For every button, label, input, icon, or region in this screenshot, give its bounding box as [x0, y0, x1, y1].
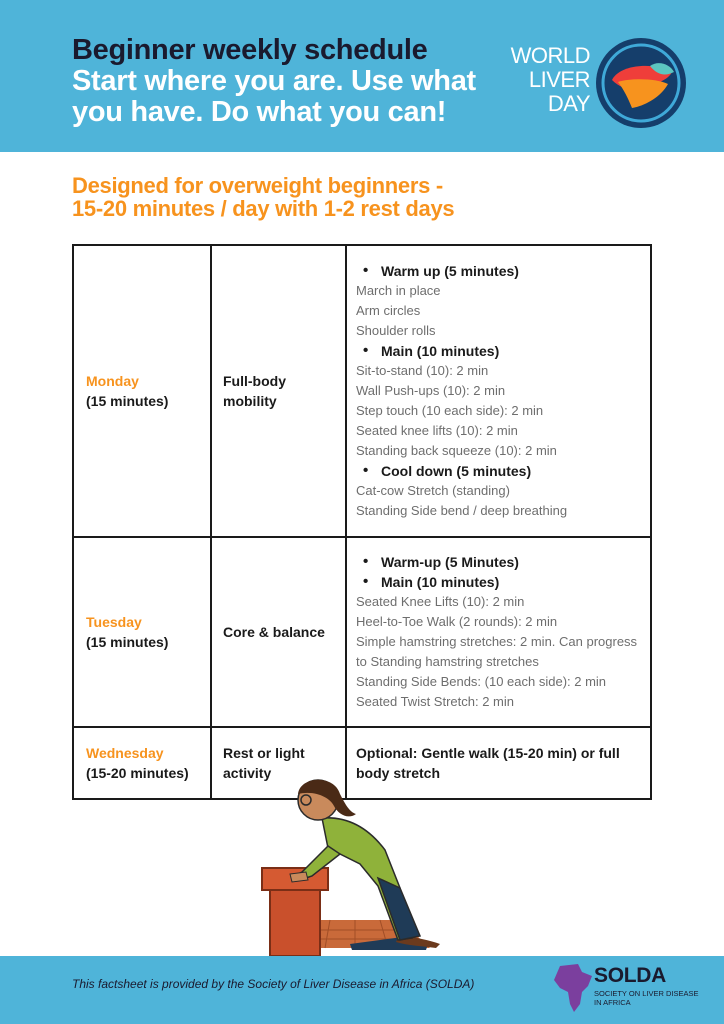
exercise-item: Wall Push-ups (10): 2 min	[356, 383, 506, 398]
detail-cell	[346, 245, 651, 537]
day-name: Monday	[86, 373, 139, 389]
africa-map-icon	[552, 962, 594, 1014]
exercise-item: Step touch (10 each side): 2 min	[356, 403, 544, 418]
section-heading: • Main (10 minutes)	[356, 341, 642, 361]
intro-line: Designed for overweight beginners -	[72, 173, 443, 198]
exercise-item: Standing back squeeze (10): 2 min	[356, 443, 557, 458]
exercise-item: Simple hamstring stretches: 2 min. Can progress to Standing hamstring stretches	[356, 634, 638, 669]
solda-logo-text: SOLDA	[594, 964, 667, 987]
exercise-item: March in place	[356, 283, 441, 298]
table-row	[73, 537, 651, 727]
focus-label: Core & balance	[223, 624, 325, 640]
woman-pushup-illustration	[250, 768, 450, 958]
focus-cell	[211, 537, 346, 727]
exercise-item: Standing Side Bends: (10 each side): 2 min	[356, 674, 607, 689]
section-heading: • Main (10 minutes)	[356, 572, 642, 592]
exercise-item: Seated knee lifts (10): 2 min	[356, 423, 518, 438]
section-heading: • Cool down (5 minutes)	[356, 461, 642, 481]
table-row	[73, 245, 651, 537]
wordmark-line: DAY	[547, 91, 590, 116]
liver-logo-icon	[594, 36, 688, 130]
exercise-item: Heel-to-Toe Walk (2 rounds): 2 min	[356, 614, 558, 629]
day-name: Wednesday	[86, 745, 164, 761]
exercise-item: Arm circles	[356, 303, 421, 318]
exercise-item: Sit-to-stand (10): 2 min	[356, 363, 489, 378]
exercise-item: Shoulder rolls	[356, 323, 436, 338]
page-subtitle: Start where you are. Use what you have. Do what you can!	[72, 65, 476, 128]
section-heading: • Warm-up (5 Minutes)	[356, 552, 642, 572]
exercise-item: Cat-cow Stretch (standing)	[356, 483, 510, 498]
day-cell	[73, 727, 211, 799]
schedule-table	[72, 244, 652, 800]
focus-label: Rest or light activity	[223, 745, 305, 781]
intro-line: 15-20 minutes / day with 1-2 rest days	[72, 196, 455, 221]
wordmark-line: LIVER	[528, 67, 590, 92]
optional-note: Optional: Gentle walk (15-20 min) or full body stretch	[356, 745, 620, 781]
footer-banner	[0, 956, 724, 1024]
day-duration: (15-20 minutes)	[86, 765, 189, 781]
world-liver-day-wordmark	[494, 44, 590, 116]
day-duration: (15 minutes)	[86, 634, 169, 650]
exercise-item: Standing Side bend / deep breathing	[356, 503, 568, 518]
wordmark-line: WORLD	[510, 43, 590, 68]
footer-credit: This factsheet is provided by the Society of Liver Disease in Africa (SOLDA)	[72, 977, 475, 991]
focus-cell	[211, 245, 346, 537]
focus-label: Full-body mobility	[223, 373, 286, 409]
section-heading: • Warm up (5 minutes)	[356, 261, 642, 281]
exercise-item: Seated Twist Stretch: 2 min	[356, 694, 514, 709]
solda-tagline: SOCIETY ON LIVER DISEASE IN AFRICA	[594, 989, 699, 1007]
day-cell	[73, 537, 211, 727]
detail-cell	[346, 537, 651, 727]
exercise-item: Seated Knee Lifts (10): 2 min	[356, 594, 525, 609]
day-duration: (15 minutes)	[86, 393, 169, 409]
day-cell	[73, 245, 211, 537]
header-banner	[0, 0, 724, 152]
schedule-intro	[72, 174, 492, 220]
page-title: Beginner weekly schedule	[72, 34, 428, 66]
day-name: Tuesday	[86, 614, 142, 630]
